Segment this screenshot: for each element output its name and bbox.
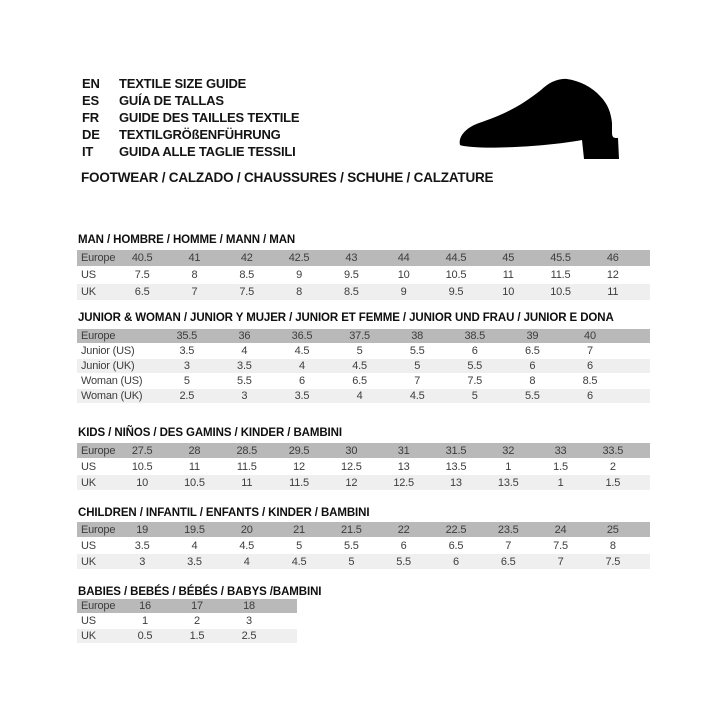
size-value-cell: 19	[136, 523, 149, 536]
size-value-cell: 42	[240, 252, 253, 264]
row-region-label: US	[81, 539, 96, 552]
size-table-row	[77, 267, 650, 284]
size-value-cell: 7.5	[239, 286, 255, 298]
size-value-cell: 5.5	[237, 375, 252, 387]
size-value-cell: 4.5	[291, 555, 307, 568]
size-value-cell: 33	[554, 444, 567, 457]
size-value-cell: 10	[136, 476, 149, 489]
size-table-header-row	[77, 250, 650, 267]
size-value-cell: 36.5	[291, 330, 313, 342]
size-value-cell: 44	[397, 252, 410, 264]
size-value-cell: 3.5	[179, 345, 195, 357]
size-value-cell: 6.5	[525, 345, 540, 357]
size-value-cell: 6	[299, 375, 305, 387]
size-value-cell: 9.5	[448, 286, 464, 298]
size-value-cell: 11	[502, 269, 514, 281]
size-value-cell: 8	[609, 539, 616, 552]
size-value-cell: 7.5	[553, 539, 568, 552]
guide-title-de: TEXTILGRÖßENFÜHRUNG	[119, 127, 281, 142]
size-table-row	[77, 389, 650, 404]
row-region-label: UK	[81, 555, 96, 568]
size-value-cell: 1	[142, 615, 148, 627]
size-value-cell: 5.5	[525, 390, 540, 402]
size-value-cell: 32	[502, 444, 515, 457]
size-value-cell: 6.5	[134, 286, 150, 298]
size-value-cell: 4	[191, 539, 198, 552]
row-region-label: Woman (US)	[81, 375, 143, 387]
size-table-header-row	[77, 599, 297, 614]
size-value-cell: 3.5	[187, 555, 202, 568]
size-value-cell: 1.5	[189, 630, 205, 642]
shoe-icon	[455, 70, 645, 164]
size-value-cell: 7.5	[467, 375, 483, 387]
size-table-babies	[77, 599, 297, 644]
language-row-es	[82, 92, 299, 109]
size-value-cell: 6	[471, 345, 478, 357]
row-region-label: Europe	[81, 600, 116, 612]
size-value-cell: 23.5	[497, 523, 519, 536]
table-title: BABIES / BEBÉS / BÉBÉS / BABYS /BAMBINI	[78, 586, 322, 598]
language-code: EN	[82, 76, 100, 91]
guide-title-it: GUIDA ALLE TAGLIE TESSILI	[119, 144, 296, 159]
size-table-row	[77, 538, 650, 554]
size-value-cell: 28.5	[236, 444, 258, 457]
size-value-cell: 12.5	[341, 460, 362, 473]
row-region-label: UK	[81, 630, 96, 642]
language-code: ES	[82, 93, 99, 108]
size-value-cell: 19.5	[184, 523, 205, 536]
size-value-cell: 5.5	[467, 360, 483, 372]
size-value-cell: 5.5	[343, 539, 359, 552]
size-value-cell: 31	[397, 444, 410, 457]
size-value-cell: 13	[450, 476, 462, 489]
size-value-cell: 17	[191, 600, 203, 612]
size-value-cell: 27.5	[131, 444, 153, 457]
size-value-cell: 40	[584, 330, 596, 342]
size-value-cell: 11.5	[289, 476, 309, 489]
size-value-cell: 12	[293, 460, 305, 473]
language-row-it	[82, 143, 299, 160]
row-region-label: Junior (UK)	[81, 360, 135, 372]
size-value-cell: 2.5	[179, 390, 195, 402]
row-region-label: Europe	[81, 330, 116, 342]
language-row-fr	[82, 109, 299, 126]
row-region-label: UK	[81, 476, 96, 489]
language-code: FR	[82, 110, 99, 125]
size-value-cell: 8.5	[343, 286, 359, 298]
size-value-cell: 22.5	[445, 523, 467, 536]
size-value-cell: 10	[502, 286, 515, 298]
size-value-cell: 6	[529, 360, 536, 372]
size-value-cell: 3	[183, 360, 190, 372]
size-value-cell: 38	[411, 330, 424, 342]
size-table-junior-woman	[77, 329, 650, 404]
size-value-cell: 6.5	[352, 375, 367, 387]
language-legend	[82, 75, 299, 160]
size-table-row	[77, 554, 650, 570]
size-value-cell: 1	[505, 460, 512, 473]
size-value-cell: 4	[356, 390, 363, 402]
size-value-cell: 5	[414, 360, 421, 372]
row-region-label: UK	[81, 286, 96, 298]
size-value-cell: 46	[606, 252, 619, 264]
size-value-cell: 8.5	[582, 375, 598, 387]
size-value-cell: 3	[241, 390, 248, 402]
size-table-row	[77, 614, 297, 629]
size-value-cell: 40.5	[131, 252, 153, 264]
size-value-cell: 31.5	[445, 444, 467, 457]
size-value-cell: 7	[191, 286, 198, 298]
size-value-cell: 2	[194, 615, 200, 627]
size-value-cell: 4.5	[239, 539, 255, 552]
size-value-cell: 5	[356, 345, 363, 357]
row-region-label: Europe	[81, 523, 116, 536]
row-region-label: US	[81, 460, 96, 473]
size-value-cell: 8	[191, 269, 198, 281]
row-region-label: Woman (UK)	[81, 390, 143, 402]
size-value-cell: 8.5	[239, 269, 255, 281]
row-region-label: US	[81, 615, 96, 627]
size-value-cell: 10	[397, 269, 410, 281]
size-value-cell: 8	[296, 286, 302, 298]
size-value-cell: 39	[526, 330, 539, 342]
language-row-en	[82, 75, 299, 92]
size-value-cell: 35.5	[176, 330, 198, 342]
size-value-cell: 18	[243, 600, 255, 612]
size-value-cell: 10.5	[184, 476, 205, 489]
size-value-cell: 41	[188, 252, 201, 264]
size-value-cell: 28	[188, 444, 201, 457]
table-section-kids	[77, 427, 650, 491]
size-value-cell: 42.5	[288, 252, 310, 264]
size-value-cell: 11.5	[550, 269, 571, 281]
size-value-cell: 5	[183, 375, 190, 387]
size-value-cell: 11.5	[236, 460, 257, 473]
size-value-cell: 5	[471, 390, 478, 402]
size-value-cell: 11	[607, 286, 619, 298]
size-value-cell: 21.5	[341, 523, 362, 536]
size-value-cell: 7.5	[134, 269, 150, 281]
size-value-cell: 6	[452, 555, 459, 568]
size-value-cell: 38.5	[464, 330, 486, 342]
size-value-cell: 25	[606, 523, 619, 536]
size-value-cell: 13	[397, 460, 410, 473]
size-value-cell: 9	[400, 286, 407, 298]
size-value-cell: 22	[397, 523, 410, 536]
size-value-cell: 6	[586, 390, 593, 402]
table-title: CHILDREN / INFANTIL / ENFANTS / KINDER / BAMBINI	[78, 507, 370, 519]
size-value-cell: 29.5	[288, 444, 310, 457]
language-code: IT	[82, 144, 94, 159]
size-value-cell: 5	[348, 555, 355, 568]
size-value-cell: 1.5	[553, 460, 568, 473]
size-value-cell: 45	[502, 252, 515, 264]
size-value-cell: 2.5	[241, 630, 257, 642]
size-value-cell: 10.5	[445, 269, 467, 281]
size-value-cell: 1	[557, 476, 564, 489]
size-value-cell: 33.5	[602, 444, 624, 457]
size-value-cell: 7	[557, 555, 564, 568]
size-value-cell: 44.5	[445, 252, 467, 264]
table-section-man	[77, 234, 650, 301]
size-value-cell: 4.5	[352, 360, 367, 372]
size-value-cell: 7.5	[605, 555, 621, 568]
size-table-row	[77, 344, 650, 359]
size-value-cell: 3.5	[134, 539, 150, 552]
size-value-cell: 4.5	[409, 390, 425, 402]
size-table-row	[77, 284, 650, 301]
size-value-cell: 12	[606, 269, 619, 281]
size-value-cell: 36	[238, 330, 251, 342]
table-section-babies	[77, 586, 321, 644]
size-value-cell: 3	[139, 555, 146, 568]
size-table-header-row	[77, 522, 650, 538]
size-value-cell: 6.5	[500, 555, 516, 568]
size-value-cell: 12	[345, 476, 358, 489]
size-value-cell: 11	[188, 460, 200, 473]
table-title: JUNIOR & WOMAN / JUNIOR Y MUJER / JUNIOR ET FEMME / JUNIOR UND FRAU / JUNIOR E DONA	[78, 312, 614, 324]
size-value-cell: 0.5	[137, 630, 153, 642]
size-value-cell: 5.5	[409, 345, 425, 357]
size-table-children	[77, 522, 650, 570]
table-section-children	[77, 507, 650, 570]
size-value-cell: 6	[400, 539, 407, 552]
size-value-cell: 4.5	[294, 345, 310, 357]
size-value-cell: 6.5	[448, 539, 464, 552]
size-value-cell: 9	[296, 269, 302, 281]
row-region-label: US	[81, 269, 96, 281]
size-value-cell: 7	[586, 345, 593, 357]
size-value-cell: 9.5	[343, 269, 359, 281]
size-value-cell: 3.5	[237, 360, 252, 372]
category-title: FOOTWEAR / CALZADO / CHAUSSURES / SCHUHE / CALZATURE	[81, 170, 494, 185]
size-value-cell: 2	[609, 460, 616, 473]
size-value-cell: 30	[345, 444, 358, 457]
size-value-cell: 10.5	[550, 286, 571, 298]
size-value-cell: 11	[241, 476, 253, 489]
size-value-cell: 5	[296, 539, 302, 552]
language-code: DE	[82, 127, 100, 142]
size-table-row	[77, 374, 650, 389]
guide-title-fr: GUIDE DES TAILLES TEXTILE	[119, 110, 300, 125]
table-title: MAN / HOMBRE / HOMME / MANN / MAN	[78, 234, 296, 246]
size-table-row	[77, 629, 297, 644]
size-value-cell: 37.5	[349, 330, 370, 342]
size-value-cell: 3	[246, 615, 252, 627]
guide-title-en: TEXTILE SIZE GUIDE	[119, 76, 247, 91]
size-value-cell: 13.5	[445, 460, 467, 473]
size-value-cell: 20	[240, 523, 253, 536]
size-value-cell: 8	[529, 375, 536, 387]
size-value-cell: 4	[299, 360, 305, 372]
size-table-kids	[77, 443, 650, 491]
row-region-label: Junior (US)	[81, 345, 135, 357]
table-section-junior-woman	[77, 312, 650, 404]
size-table-row	[77, 359, 650, 374]
size-table-row	[77, 459, 650, 475]
size-value-cell: 7	[414, 375, 421, 387]
size-value-cell: 16	[139, 600, 151, 612]
size-value-cell: 4	[241, 345, 248, 357]
size-value-cell: 43	[345, 252, 358, 264]
guide-title-es: GUÍA DE TALLAS	[119, 93, 224, 108]
size-value-cell: 10.5	[131, 460, 153, 473]
row-region-label: Europe	[81, 444, 116, 457]
size-value-cell: 6	[586, 360, 593, 372]
size-value-cell: 4	[243, 555, 250, 568]
size-table-header-row	[77, 329, 650, 344]
size-value-cell: 5.5	[396, 555, 411, 568]
size-value-cell: 1.5	[605, 476, 621, 489]
row-region-label: Europe	[81, 252, 116, 264]
size-table-header-row	[77, 443, 650, 459]
size-value-cell: 12.5	[393, 476, 414, 489]
size-value-cell: 7	[505, 539, 512, 552]
language-row-de	[82, 126, 299, 143]
size-table-man	[77, 250, 650, 301]
size-value-cell: 13.5	[497, 476, 519, 489]
size-table-row	[77, 475, 650, 491]
size-value-cell: 24	[554, 523, 567, 536]
size-value-cell: 45.5	[550, 252, 571, 264]
size-value-cell: 3.5	[294, 390, 310, 402]
size-value-cell: 21	[293, 523, 305, 536]
table-title: KIDS / NIÑOS / DES GAMINS / KINDER / BAMBINI	[78, 427, 342, 439]
